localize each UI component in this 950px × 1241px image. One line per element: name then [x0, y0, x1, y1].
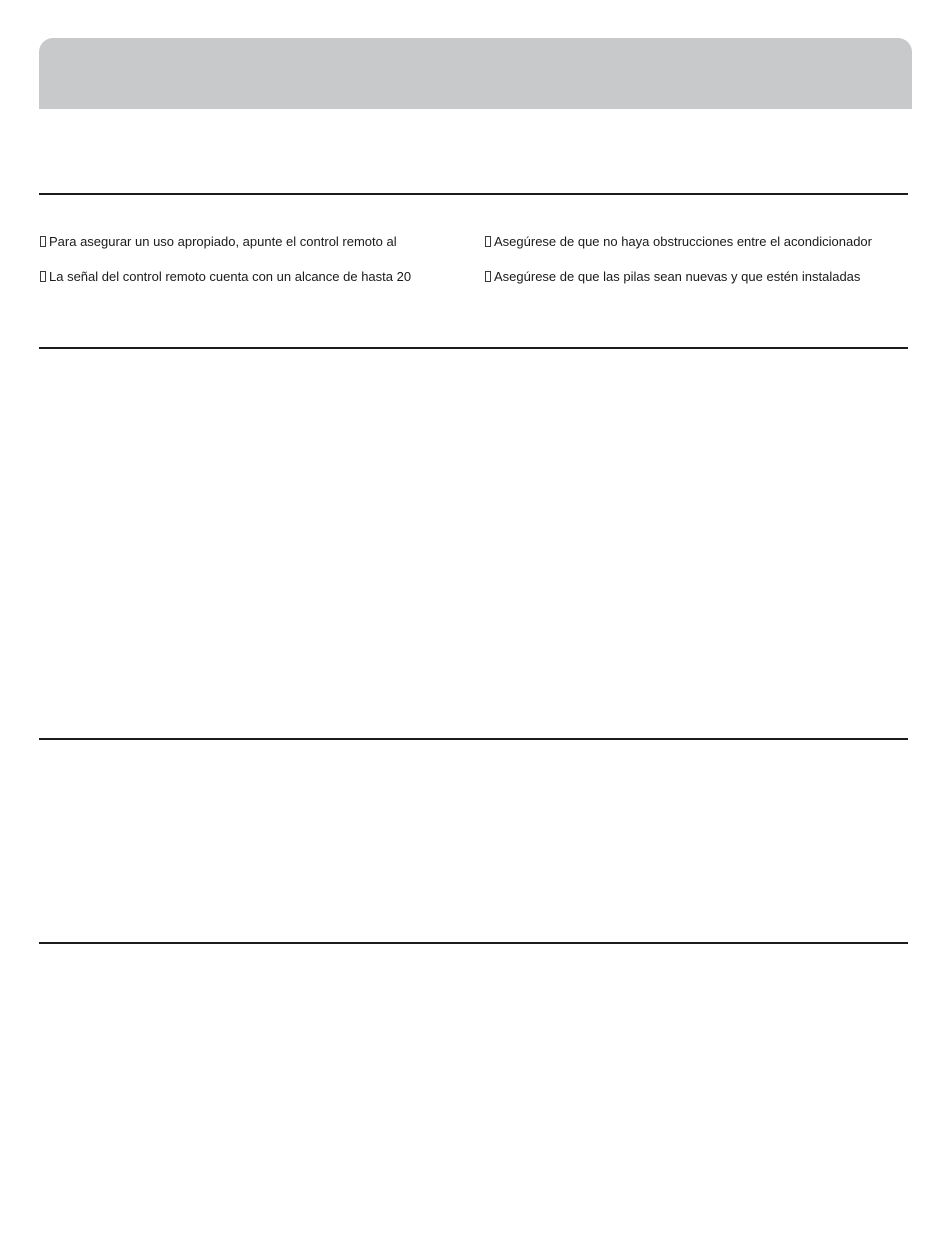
tip-item	[485, 269, 860, 285]
missing-glyph-icon	[485, 236, 491, 247]
tip-text: La señal del control remoto cuenta con un alcance de hasta 20	[49, 269, 412, 284]
tip-item	[40, 234, 397, 250]
section-divider-3	[39, 738, 908, 740]
tip-text: Asegúrese de que no haya obstrucciones entre el acondicionador	[494, 234, 872, 249]
tip-text: Asegúrese de que las pilas sean nuevas y que estén instaladas	[494, 269, 861, 284]
section-divider-1	[39, 193, 908, 195]
missing-glyph-icon	[40, 236, 46, 247]
tip-text: Para asegurar un uso apropiado, apunte el control remoto al	[49, 234, 397, 249]
section-divider-2	[39, 347, 908, 349]
missing-glyph-icon	[485, 271, 491, 282]
tip-item	[485, 234, 872, 250]
missing-glyph-icon	[40, 271, 46, 282]
tip-item	[40, 269, 411, 285]
section-divider-4	[39, 942, 908, 944]
header-band	[39, 38, 912, 109]
